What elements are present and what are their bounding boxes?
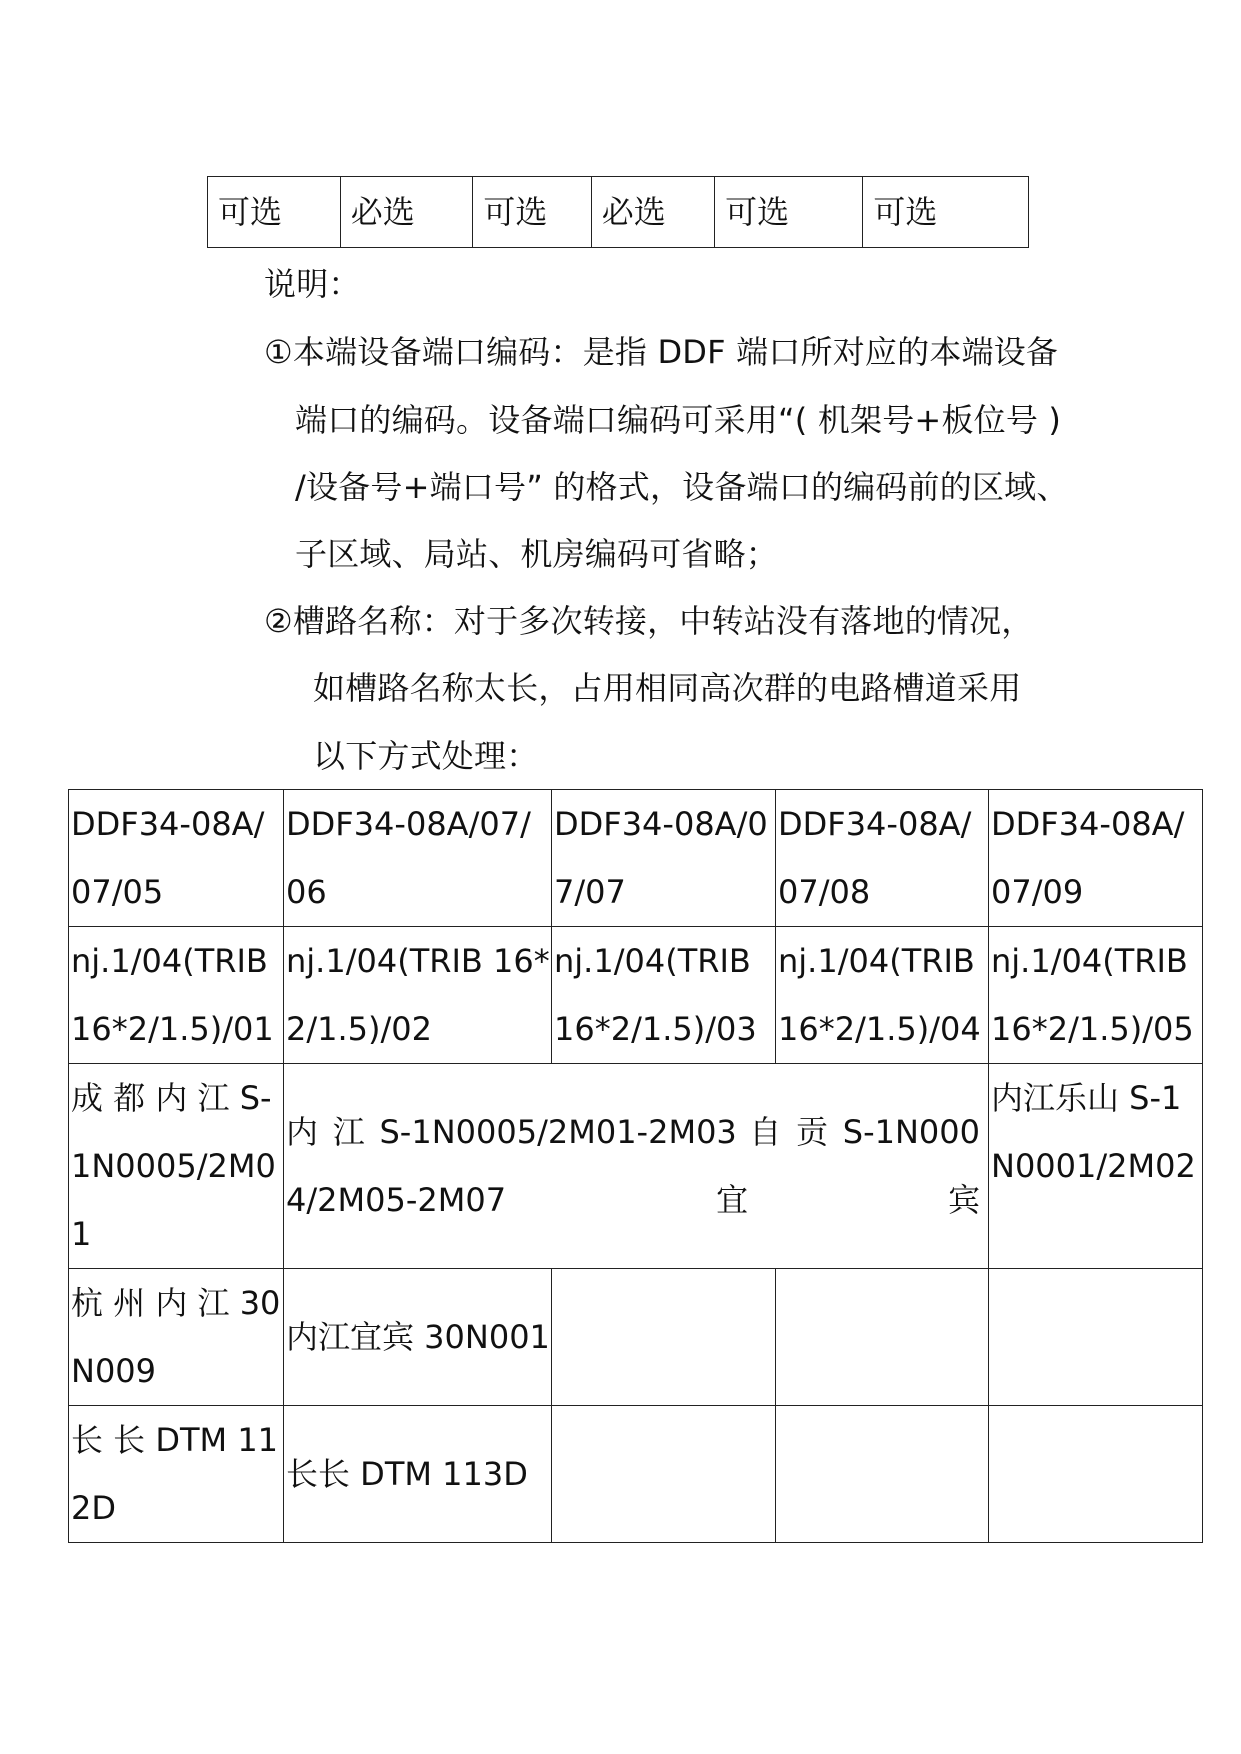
table-row	[69, 790, 1203, 927]
merged-cell-text: 内 江 S-1N0005/2M01-2M03 自 贡 S-1N0004/2M05-2M07 宜宾	[286, 1113, 980, 1219]
table-cell: DDF34-08A/07/09	[989, 790, 1203, 927]
slot-routing-table	[68, 789, 1203, 1543]
table-cell: 长长 DTM 113D	[284, 1406, 552, 1543]
option-cell: 可选	[208, 177, 341, 248]
note-1-line: 端口的编码。设备端口编码可采用“( 机架号+板位号 )	[295, 401, 1062, 439]
table-cell	[989, 1269, 1203, 1406]
note-1-line: ①本端设备端口编码：是指 DDF 端口所对应的本端设备	[264, 333, 1059, 371]
table-row	[69, 1064, 1203, 1269]
option-cell: 必选	[340, 177, 473, 248]
note-2-line: 如槽路名称太长，占用相同高次群的电路槽道采用	[313, 669, 1022, 707]
table-cell	[552, 1406, 776, 1543]
note-2-line: ②槽路名称：对于多次转接，中转站没有落地的情况，	[264, 602, 1034, 640]
table-cell: nj.1/04(TRIB 16*2/1.5)/02	[284, 927, 552, 1064]
table-cell: 长 长 DTM 112D	[69, 1406, 284, 1543]
note-2-line: 以下方式处理：	[313, 737, 539, 775]
option-cell: 必选	[591, 177, 714, 248]
table-cell	[989, 1406, 1203, 1543]
table-cell: DDF34-08A/07/07	[552, 790, 776, 927]
table-cell: 成 都 内 江 S-1N0005/2M01	[69, 1064, 284, 1269]
table-row	[69, 1406, 1203, 1543]
table-cell: nj.1/04(TRIB 16*2/1.5)/05	[989, 927, 1203, 1064]
table-cell	[776, 1269, 989, 1406]
option-cell: 可选	[473, 177, 591, 248]
table-cell: nj.1/04(TRIB 16*2/1.5)/04	[776, 927, 989, 1064]
table-cell: nj.1/04(TRIB 16*2/1.5)/03	[552, 927, 776, 1064]
table-cell-merged	[284, 1064, 989, 1269]
table-row	[69, 1269, 1203, 1406]
note-1-line: /设备号+端口号” 的格式，设备端口的编码前的区域、	[295, 468, 1069, 506]
table-cell: DDF34-08A/07/06	[284, 790, 552, 927]
options-table	[207, 176, 1029, 248]
table-cell: 杭 州 内 江 30N009	[69, 1269, 284, 1406]
option-cell: 可选	[863, 177, 1029, 248]
notes-heading: 说明：	[264, 265, 361, 303]
table-cell: nj.1/04(TRIB 16*2/1.5)/01	[69, 927, 284, 1064]
table-row	[69, 927, 1203, 1064]
note-1-line: 子区域、局站、机房编码可省略；	[295, 535, 779, 573]
table-cell: 内江宜宾 30N001	[284, 1269, 552, 1406]
table-cell: 内江乐山 S-1N0001/2M02	[989, 1064, 1203, 1269]
table-cell	[552, 1269, 776, 1406]
option-cell: 可选	[715, 177, 863, 248]
options-row	[208, 177, 1029, 248]
table-cell: DDF34-08A/07/05	[69, 790, 284, 927]
table-cell	[776, 1406, 989, 1543]
table-cell: DDF34-08A/07/08	[776, 790, 989, 927]
